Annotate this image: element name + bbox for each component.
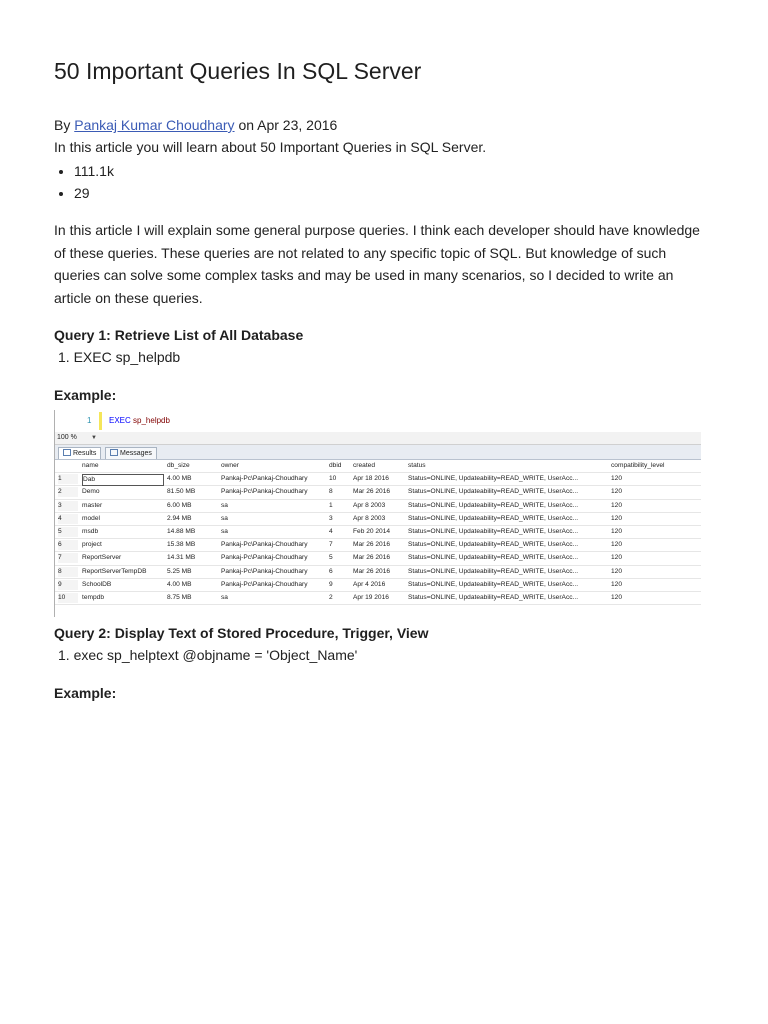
ssms-screenshot <box>54 410 701 617</box>
zoom-level[interactable]: 100 % <box>57 434 77 441</box>
query-1-example-label: Example: <box>54 387 117 403</box>
tab-results[interactable] <box>58 447 101 459</box>
column-header-status[interactable]: status <box>408 462 426 469</box>
cell-dbid[interactable]: 7 <box>329 541 333 549</box>
tab-results-label: Results <box>73 450 97 457</box>
cell-compatibility_level[interactable]: 120 <box>611 527 623 535</box>
cell-db_size[interactable]: 14.88 MB <box>167 527 196 535</box>
cell-status[interactable]: Status=ONLINE, Updateability=READ_WRITE, UserAcc... <box>408 514 579 522</box>
table-row[interactable] <box>55 513 701 526</box>
cell-created[interactable]: Apr 19 2016 <box>353 593 389 601</box>
cell-db_size[interactable]: 6.00 MB <box>167 501 192 509</box>
cell-name[interactable]: Demo <box>82 488 100 496</box>
row-number-cell[interactable]: 3 <box>58 501 78 511</box>
table-row[interactable] <box>55 539 701 552</box>
cell-created[interactable]: Mar 26 2016 <box>353 567 391 575</box>
cell-created[interactable]: Mar 26 2016 <box>353 488 391 496</box>
cell-name[interactable]: msdb <box>82 527 99 535</box>
query-editor <box>55 410 701 433</box>
cell-db_size[interactable]: 5.25 MB <box>167 567 192 575</box>
zoom-bar <box>55 432 701 445</box>
cell-name[interactable]: master <box>82 501 103 509</box>
cell-db_size[interactable]: 4.00 MB <box>167 475 192 483</box>
publish-date: on Apr 23, 2016 <box>238 117 338 133</box>
query-2-code: 1. exec sp_helptext @objname = 'Object_Name' <box>58 647 358 663</box>
tab-messages-label: Messages <box>120 450 152 457</box>
cell-compatibility_level[interactable]: 120 <box>611 567 623 575</box>
cell-compatibility_level[interactable]: 120 <box>611 501 623 509</box>
row-number-cell[interactable]: 10 <box>58 593 78 603</box>
row-number-cell[interactable]: 7 <box>58 553 78 563</box>
cell-name[interactable]: project <box>82 541 102 549</box>
sql-keyword: EXEC <box>109 416 131 425</box>
cell-created[interactable]: Apr 8 2003 <box>353 514 386 522</box>
tab-messages[interactable] <box>105 447 157 459</box>
cell-compatibility_level[interactable]: 120 <box>611 580 623 588</box>
query-2-example-label: Example: <box>54 685 117 701</box>
cell-status[interactable]: Status=ONLINE, Updateability=READ_WRITE, UserAcc... <box>408 501 579 509</box>
cell-status[interactable]: Status=ONLINE, Updateability=READ_WRITE, UserAcc... <box>408 580 579 588</box>
message-icon <box>110 449 118 456</box>
cell-db_size[interactable]: 14.31 MB <box>167 554 196 562</box>
cell-status[interactable]: Status=ONLINE, Updateability=READ_WRITE, UserAcc... <box>408 567 579 575</box>
cell-dbid[interactable]: 4 <box>329 527 333 535</box>
likes-count: • 29 <box>74 182 114 204</box>
cell-dbid[interactable]: 1 <box>329 501 333 509</box>
grid-header-row <box>55 460 701 473</box>
cell-owner[interactable]: Pankaj-Pc\Pankaj-Choudhary <box>221 488 308 496</box>
cell-compatibility_level[interactable]: 120 <box>611 475 623 483</box>
cell-owner[interactable]: sa <box>221 501 228 509</box>
cell-owner[interactable]: Pankaj-Pc\Pankaj-Choudhary <box>221 475 308 483</box>
zoom-dropdown-icon[interactable]: ▼ <box>91 435 97 441</box>
cell-name[interactable]: SchoolDB <box>82 580 112 588</box>
table-row[interactable] <box>55 500 701 513</box>
cell-owner[interactable]: Pankaj-Pc\Pankaj-Choudhary <box>221 541 308 549</box>
cell-status[interactable]: Status=ONLINE, Updateability=READ_WRITE, UserAcc... <box>408 475 579 483</box>
cell-created[interactable]: Apr 18 2016 <box>353 475 389 483</box>
table-row[interactable] <box>55 566 701 579</box>
column-header-dbid[interactable]: dbid <box>329 462 342 469</box>
row-number-cell[interactable]: 4 <box>58 514 78 524</box>
query-1-heading: Query 1: Retrieve List of All Database <box>54 327 304 343</box>
row-number-cell[interactable]: 9 <box>58 580 78 590</box>
cell-db_size[interactable]: 2.94 MB <box>167 514 192 522</box>
cell-db_size[interactable]: 15.38 MB <box>167 541 196 549</box>
cell-status[interactable]: Status=ONLINE, Updateability=READ_WRITE, UserAcc... <box>408 527 579 535</box>
article-summary: In this article you will learn about 50 Important Queries in SQL Server. <box>54 139 487 155</box>
cell-created[interactable]: Mar 26 2016 <box>353 541 391 549</box>
cell-dbid[interactable]: 9 <box>329 580 333 588</box>
cell-db_size[interactable]: 81.50 MB <box>167 488 196 496</box>
change-marker <box>99 412 102 430</box>
cell-name[interactable]: ReportServerTempDB <box>82 567 147 575</box>
results-grid <box>55 460 701 605</box>
cell-owner[interactable]: sa <box>221 593 228 601</box>
author-link[interactable]: Pankaj Kumar Choudhary <box>74 117 235 133</box>
table-row[interactable] <box>55 552 701 565</box>
column-header-created[interactable]: created <box>353 462 375 469</box>
cell-db_size[interactable]: 8.75 MB <box>167 593 192 601</box>
table-row[interactable] <box>55 579 701 592</box>
cell-owner[interactable]: Pankaj-Pc\Pankaj-Choudhary <box>221 567 308 575</box>
row-number-cell[interactable]: 5 <box>58 527 78 537</box>
cell-dbid[interactable]: 5 <box>329 554 333 562</box>
table-row[interactable] <box>55 473 701 486</box>
table-row[interactable] <box>55 592 701 605</box>
line-number: 1 <box>87 416 92 425</box>
cell-compatibility_level[interactable]: 120 <box>611 593 623 601</box>
cell-name[interactable]: ReportServer <box>82 554 122 562</box>
cell-compatibility_level[interactable]: 120 <box>611 514 623 522</box>
cell-status[interactable]: Status=ONLINE, Updateability=READ_WRITE, UserAcc... <box>408 541 579 549</box>
cell-dbid[interactable]: 8 <box>329 488 333 496</box>
cell-compatibility_level[interactable]: 120 <box>611 488 623 496</box>
column-header-db_size[interactable]: db_size <box>167 462 190 469</box>
cell-dbid[interactable]: 3 <box>329 514 333 522</box>
cell-owner[interactable]: sa <box>221 514 228 522</box>
cell-name[interactable]: tempdb <box>82 593 104 601</box>
sql-text <box>109 416 170 425</box>
cell-compatibility_level[interactable]: 120 <box>611 554 623 562</box>
query-1-code: 1. EXEC sp_helpdb <box>58 349 181 365</box>
page-title: 50 Important Queries In SQL Server <box>54 58 422 84</box>
column-header-owner[interactable]: owner <box>221 462 239 469</box>
row-number-cell[interactable]: 2 <box>58 487 78 497</box>
cell-status[interactable]: Status=ONLINE, Updateability=READ_WRITE, UserAcc... <box>408 554 579 562</box>
cell-owner[interactable]: Pankaj-Pc\Pankaj-Choudhary <box>221 554 308 562</box>
cell-created[interactable]: Apr 4 2016 <box>353 580 386 588</box>
article-stats <box>54 160 114 204</box>
cell-created[interactable]: Feb 20 2014 <box>353 527 391 535</box>
row-number-cell[interactable]: 6 <box>58 540 78 550</box>
results-tabs <box>55 445 701 460</box>
views-count: • 111.1k <box>74 160 114 182</box>
cell-status[interactable]: Status=ONLINE, Updateability=READ_WRITE, UserAcc... <box>408 593 579 601</box>
query-2-heading: Query 2: Display Text of Stored Procedure, Trigger, View <box>54 625 429 641</box>
row-number-cell[interactable]: 8 <box>58 567 78 577</box>
cell-name[interactable]: model <box>82 514 100 522</box>
article-paragraph: In this article I will explain some general purpose queries. I think each developer should have knowledge of these queries. These queries are not related to any specific topic of SQL. But knowledge of such queries can solve some complex tasks and may be used in many scenarios, so I decided to write an article on these queries. <box>54 222 700 306</box>
cell-name[interactable]: Dab <box>82 474 164 486</box>
cell-compatibility_level[interactable]: 120 <box>611 541 623 549</box>
cell-created[interactable]: Mar 26 2016 <box>353 554 391 562</box>
byline-prefix: By <box>54 117 71 133</box>
cell-dbid[interactable]: 2 <box>329 593 333 601</box>
row-number-cell[interactable]: 1 <box>58 474 78 484</box>
cell-owner[interactable]: Pankaj-Pc\Pankaj-Choudhary <box>221 580 308 588</box>
column-header-name[interactable]: name <box>82 462 99 469</box>
cell-dbid[interactable]: 6 <box>329 567 333 575</box>
cell-owner[interactable]: sa <box>221 527 228 535</box>
cell-status[interactable]: Status=ONLINE, Updateability=READ_WRITE, UserAcc... <box>408 488 579 496</box>
table-row[interactable] <box>55 486 701 499</box>
column-header-compatibility_level[interactable]: compatibility_level <box>611 462 665 469</box>
cell-db_size[interactable]: 4.00 MB <box>167 580 192 588</box>
cell-dbid[interactable]: 10 <box>329 475 337 483</box>
grid-icon <box>63 449 71 456</box>
table-row[interactable] <box>55 526 701 539</box>
sql-procedure: sp_helpdb <box>133 416 170 425</box>
byline <box>54 116 337 134</box>
cell-created[interactable]: Apr 8 2003 <box>353 501 386 509</box>
